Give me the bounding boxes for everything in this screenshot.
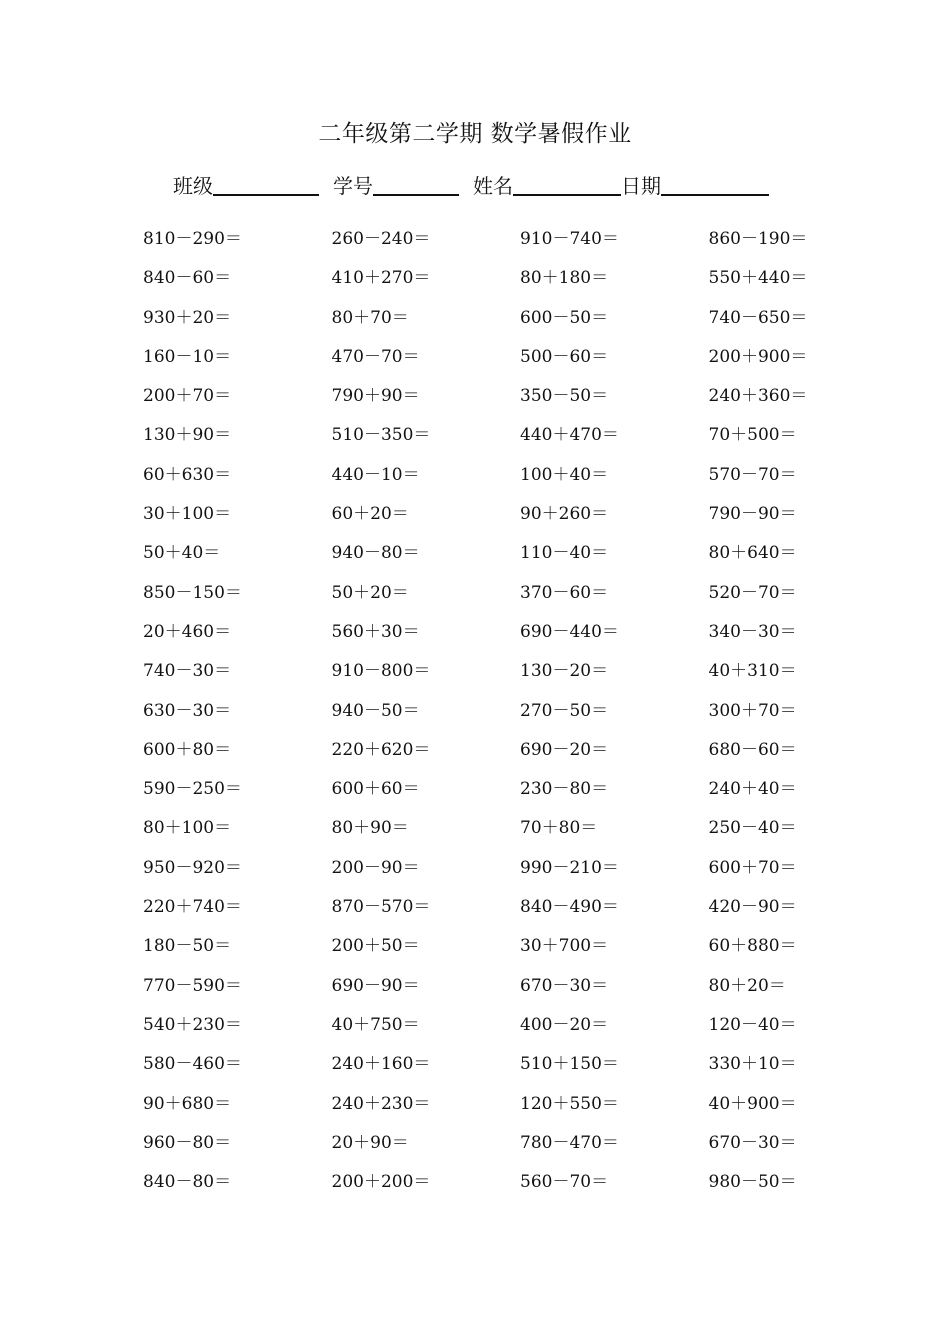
arithmetic-problem: 80＋180＝ xyxy=(520,268,609,289)
arithmetic-problem: 940－80＝ xyxy=(331,543,420,564)
arithmetic-problem: 30＋100＝ xyxy=(143,504,232,525)
problem-row xyxy=(143,381,833,420)
arithmetic-problem: 250－40＝ xyxy=(708,818,797,839)
arithmetic-problem: 600＋80＝ xyxy=(143,739,232,760)
problem-row xyxy=(143,224,833,263)
problem-row xyxy=(143,460,833,499)
arithmetic-problem: 240＋40＝ xyxy=(708,779,797,800)
date-label: 日期 xyxy=(621,174,661,198)
arithmetic-problem: 220＋620＝ xyxy=(331,739,431,760)
arithmetic-problem: 600－50＝ xyxy=(520,307,609,328)
arithmetic-problem: 270－50＝ xyxy=(520,700,609,721)
arithmetic-problem: 910－800＝ xyxy=(331,661,431,682)
problem-row xyxy=(143,1167,833,1206)
arithmetic-problem: 70＋80＝ xyxy=(520,818,598,839)
arithmetic-problem: 50＋40＝ xyxy=(143,543,221,564)
arithmetic-problem: 690－440＝ xyxy=(520,621,619,642)
arithmetic-problem: 740－30＝ xyxy=(143,661,232,682)
arithmetic-problem: 40＋310＝ xyxy=(708,661,797,682)
arithmetic-problem: 930＋20＝ xyxy=(143,307,232,328)
arithmetic-problem: 590－250＝ xyxy=(143,779,242,800)
arithmetic-problem: 580－460＝ xyxy=(143,1054,242,1075)
problem-row xyxy=(143,696,833,735)
problem-row xyxy=(143,892,833,931)
arithmetic-problem: 670－30＝ xyxy=(708,1132,797,1153)
arithmetic-problem: 40＋900＝ xyxy=(708,1093,797,1114)
problem-row xyxy=(143,499,833,538)
arithmetic-problem: 300＋70＝ xyxy=(708,700,797,721)
arithmetic-problem: 840－60＝ xyxy=(143,268,232,289)
arithmetic-problem: 60＋630＝ xyxy=(143,464,232,485)
arithmetic-problem: 20＋460＝ xyxy=(143,621,232,642)
arithmetic-problem: 410＋270＝ xyxy=(331,268,431,289)
problem-row xyxy=(143,342,833,381)
arithmetic-problem: 70＋500＝ xyxy=(708,425,797,446)
arithmetic-problem: 600＋70＝ xyxy=(708,857,797,878)
arithmetic-problem: 50＋20＝ xyxy=(331,582,409,603)
problem-row xyxy=(143,303,833,342)
arithmetic-problem: 980－50＝ xyxy=(708,1172,797,1193)
class-blank-line[interactable] xyxy=(213,170,319,196)
problem-row xyxy=(143,656,833,695)
arithmetic-problem: 470－70＝ xyxy=(331,346,420,367)
arithmetic-problem: 90＋260＝ xyxy=(520,504,609,525)
arithmetic-problem: 220＋740＝ xyxy=(143,897,242,918)
arithmetic-problem: 200＋50＝ xyxy=(331,936,420,957)
problem-row xyxy=(143,617,833,656)
arithmetic-problem: 560＋30＝ xyxy=(331,621,420,642)
student-no-field xyxy=(333,170,459,202)
arithmetic-problem: 690－20＝ xyxy=(520,739,609,760)
arithmetic-problem: 740－650＝ xyxy=(708,307,808,328)
arithmetic-problem: 60＋880＝ xyxy=(708,936,797,957)
arithmetic-problem: 110－40＝ xyxy=(520,543,609,564)
class-field xyxy=(173,170,319,202)
problem-row xyxy=(143,420,833,459)
name-field xyxy=(473,170,621,202)
date-blank-line[interactable] xyxy=(661,170,769,196)
student-info-row xyxy=(173,170,769,202)
name-blank-line[interactable] xyxy=(513,170,621,196)
problem-row xyxy=(143,735,833,774)
arithmetic-problem: 770－590＝ xyxy=(143,975,242,996)
student-no-label: 学号 xyxy=(333,174,373,198)
arithmetic-problem: 180－50＝ xyxy=(143,936,232,957)
arithmetic-problem: 840－490＝ xyxy=(520,897,619,918)
arithmetic-problem: 120－40＝ xyxy=(708,1014,797,1035)
arithmetic-problem: 130－20＝ xyxy=(520,661,609,682)
arithmetic-problem: 40＋750＝ xyxy=(331,1014,420,1035)
arithmetic-problem: 60＋20＝ xyxy=(331,504,409,525)
page-title: 二年级第二学期 数学暑假作业 xyxy=(318,121,632,147)
arithmetic-problem: 340－30＝ xyxy=(708,621,797,642)
arithmetic-problem: 80＋20＝ xyxy=(708,975,786,996)
problem-row xyxy=(143,263,833,302)
name-label: 姓名 xyxy=(473,174,513,198)
problem-row xyxy=(143,538,833,577)
problem-row xyxy=(143,1010,833,1049)
problem-row xyxy=(143,971,833,1010)
problem-grid xyxy=(143,224,833,1206)
arithmetic-problem: 790＋90＝ xyxy=(331,386,420,407)
arithmetic-problem: 160－10＝ xyxy=(143,346,232,367)
arithmetic-problem: 510－350＝ xyxy=(331,425,431,446)
arithmetic-problem: 990－210＝ xyxy=(520,857,619,878)
arithmetic-problem: 500－60＝ xyxy=(520,346,609,367)
arithmetic-problem: 100＋40＝ xyxy=(520,464,609,485)
arithmetic-problem: 440－10＝ xyxy=(331,464,420,485)
arithmetic-problem: 350－50＝ xyxy=(520,386,609,407)
arithmetic-problem: 860－190＝ xyxy=(708,229,808,249)
arithmetic-problem: 540＋230＝ xyxy=(143,1014,242,1035)
arithmetic-problem: 790－90＝ xyxy=(708,504,797,525)
arithmetic-problem: 90＋680＝ xyxy=(143,1093,232,1114)
arithmetic-problem: 550＋440＝ xyxy=(708,268,808,289)
arithmetic-problem: 810－290＝ xyxy=(143,229,242,249)
arithmetic-problem: 200－90＝ xyxy=(331,857,420,878)
arithmetic-problem: 960－80＝ xyxy=(143,1132,232,1153)
arithmetic-problem: 510＋150＝ xyxy=(520,1054,619,1075)
arithmetic-problem: 240＋230＝ xyxy=(331,1093,431,1114)
problem-row xyxy=(143,1049,833,1088)
arithmetic-problem: 940－50＝ xyxy=(331,700,420,721)
arithmetic-problem: 910－740＝ xyxy=(520,229,619,249)
arithmetic-problem: 330＋10＝ xyxy=(708,1054,797,1075)
arithmetic-problem: 240＋360＝ xyxy=(708,386,808,407)
arithmetic-problem: 400－20＝ xyxy=(520,1014,609,1035)
arithmetic-problem: 950－920＝ xyxy=(143,857,242,878)
class-label: 班级 xyxy=(173,174,213,198)
arithmetic-problem: 80＋70＝ xyxy=(331,307,409,328)
arithmetic-problem: 200＋200＝ xyxy=(331,1172,431,1193)
arithmetic-problem: 670－30＝ xyxy=(520,975,609,996)
arithmetic-problem: 520－70＝ xyxy=(708,582,797,603)
problem-row xyxy=(143,813,833,852)
arithmetic-problem: 80＋90＝ xyxy=(331,818,409,839)
arithmetic-problem: 780－470＝ xyxy=(520,1132,619,1153)
arithmetic-problem: 80＋640＝ xyxy=(708,543,797,564)
arithmetic-problem: 120＋550＝ xyxy=(520,1093,619,1114)
arithmetic-problem: 850－150＝ xyxy=(143,582,242,603)
arithmetic-problem: 840－80＝ xyxy=(143,1172,232,1193)
arithmetic-problem: 560－70＝ xyxy=(520,1172,609,1193)
problem-row xyxy=(143,931,833,970)
arithmetic-problem: 420－90＝ xyxy=(708,897,797,918)
problem-row xyxy=(143,1089,833,1128)
arithmetic-problem: 200＋70＝ xyxy=(143,386,232,407)
arithmetic-problem: 240＋160＝ xyxy=(331,1054,431,1075)
arithmetic-problem: 630－30＝ xyxy=(143,700,232,721)
arithmetic-problem: 230－80＝ xyxy=(520,779,609,800)
date-field xyxy=(621,170,769,202)
arithmetic-problem: 20＋90＝ xyxy=(331,1132,409,1153)
arithmetic-problem: 30＋700＝ xyxy=(520,936,609,957)
arithmetic-problem: 130＋90＝ xyxy=(143,425,232,446)
problem-row xyxy=(143,1128,833,1167)
arithmetic-problem: 200＋900＝ xyxy=(708,346,808,367)
arithmetic-problem: 80＋100＝ xyxy=(143,818,232,839)
problem-row xyxy=(143,578,833,617)
arithmetic-problem: 690－90＝ xyxy=(331,975,420,996)
arithmetic-problem: 680－60＝ xyxy=(708,739,797,760)
problem-row xyxy=(143,853,833,892)
arithmetic-problem: 260－240＝ xyxy=(331,229,431,249)
arithmetic-problem: 870－570＝ xyxy=(331,897,431,918)
problem-row xyxy=(143,774,833,813)
arithmetic-problem: 370－60＝ xyxy=(520,582,609,603)
arithmetic-problem: 600＋60＝ xyxy=(331,779,420,800)
arithmetic-problem: 570－70＝ xyxy=(708,464,797,485)
arithmetic-problem: 440＋470＝ xyxy=(520,425,619,446)
student-no-blank-line[interactable] xyxy=(373,170,459,196)
